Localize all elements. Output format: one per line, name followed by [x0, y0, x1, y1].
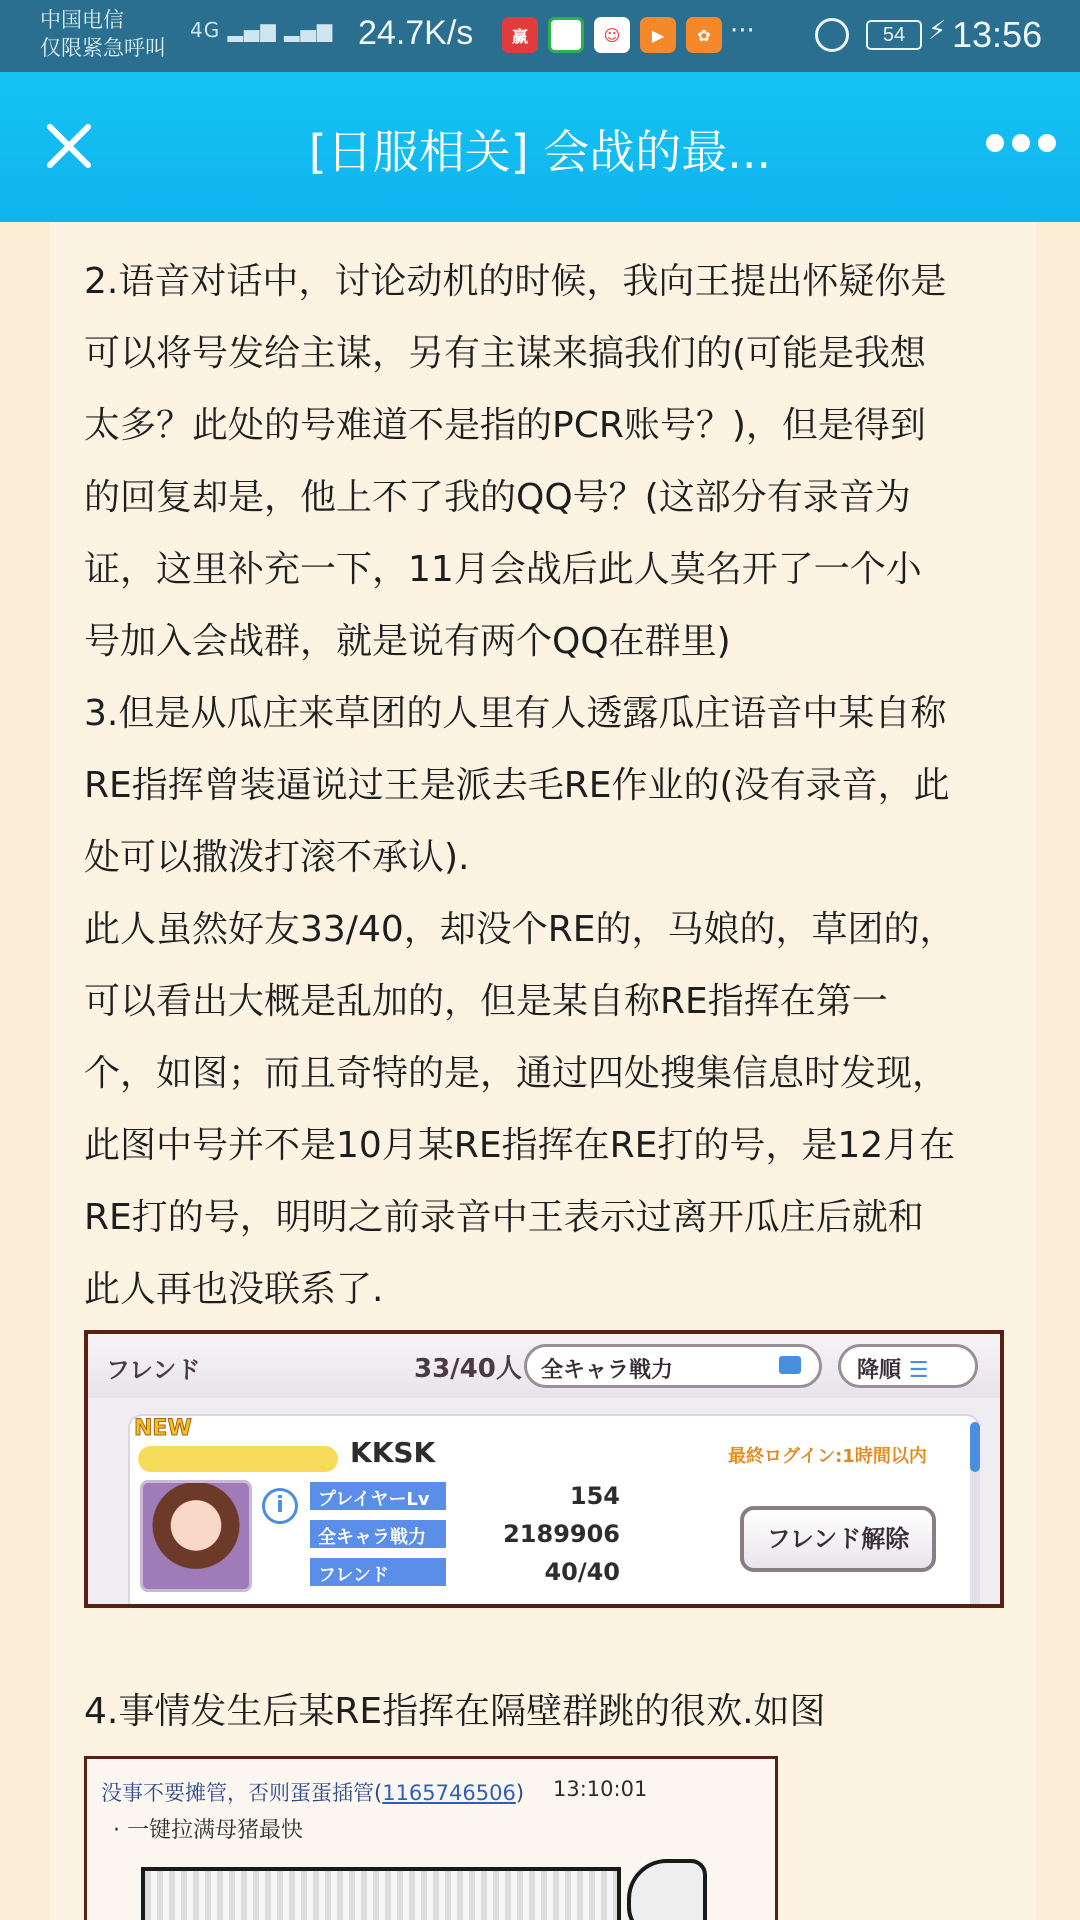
post-body — [84, 246, 1004, 1326]
friend-tab-title: フレンド — [106, 1356, 201, 1384]
more-dot-icon — [1012, 134, 1030, 152]
title-banner — [138, 1446, 338, 1472]
network-speed: 24.7K/s — [358, 14, 474, 52]
friend-list-screenshot[interactable] — [84, 1330, 1004, 1608]
app-notification-icon: ✿ — [686, 17, 722, 53]
battery-icon: 54 — [866, 20, 922, 50]
alarm-icon — [815, 18, 849, 52]
notification-icons — [502, 17, 722, 53]
sort-button — [838, 1344, 978, 1388]
paragraph: 4.事情发生后某RE指挥在隔壁群跳的很欢.如图 — [84, 1691, 826, 1732]
charging-icon: ⚡ — [928, 16, 947, 46]
filter-dropdown — [524, 1344, 822, 1388]
avatar — [140, 1480, 252, 1592]
app-notification-icon: ☺ — [594, 17, 630, 53]
signal-icon: 4G ▂▄▆ ▂▄▆ — [190, 18, 334, 42]
manga-image — [141, 1867, 621, 1920]
more-dot-icon — [986, 134, 1004, 152]
stat-value: 154 — [569, 1482, 620, 1510]
clock: 13:56 — [952, 14, 1043, 55]
app-notification-icon: 赢 — [502, 17, 538, 53]
scrollbar-thumb — [970, 1422, 980, 1472]
chat-sender — [101, 1777, 524, 1807]
info-icon: i — [262, 1488, 298, 1524]
stat-label: 全キャラ戦力 — [310, 1520, 446, 1548]
stat-row — [310, 1558, 620, 1588]
stat-label: フレンド — [310, 1558, 446, 1586]
manga-image — [627, 1859, 707, 1920]
sender-id: 1165746506 — [382, 1781, 516, 1805]
header-bar — [0, 72, 1080, 222]
paragraph: 2.语音对话中，讨论动机的时候，我向王提出怀疑你是 可以将号发给主谋，另有主谋来搞我们的(可能是我想 太多？此处的号难道不是指的PCR账号？)，但是得到 的回复却是，他上不了我的QQ号？(这部分有录音为 证，这里补充一下，11月会战后此人莫名开了一个小 号加入会战群，就是说有两个QQ在群里) — [84, 261, 947, 662]
app-notification-icon — [548, 17, 584, 53]
friend-release-button: フレンド解除 — [740, 1506, 936, 1572]
new-badge: NEW — [134, 1416, 192, 1441]
carrier-info — [40, 6, 166, 62]
stat-row — [310, 1520, 620, 1550]
stat-label: プレイヤーLv — [310, 1482, 446, 1510]
page-title: [日服相关] 会战的最... — [308, 125, 772, 179]
app-notification-icon: ▶ — [640, 17, 676, 53]
scrollbar — [970, 1422, 980, 1608]
more-menu-button[interactable] — [986, 134, 1056, 152]
chat-screenshot[interactable] — [84, 1756, 778, 1920]
stat-row — [310, 1482, 620, 1512]
stat-value: 40/40 — [544, 1558, 620, 1586]
carrier-name: 中国电信 — [40, 8, 124, 32]
more-notifications-icon: ··· — [730, 16, 755, 46]
chat-message: · 一键拉满母猪最快 — [113, 1818, 303, 1843]
sort-label: 降順 — [857, 1358, 902, 1383]
last-login: 最終ログイン:1時間以内 — [728, 1446, 927, 1467]
status-bar — [0, 0, 1080, 72]
carrier-status: 仅限紧急呼叫 — [40, 36, 166, 60]
close-icon[interactable] — [34, 112, 104, 182]
friend-name: KKSK — [350, 1436, 436, 1469]
sender-name: 没事不要摊管，否则蛋蛋插管( — [101, 1781, 383, 1805]
sort-icon: ☰ — [908, 1358, 929, 1383]
paragraph: 此人虽然好友33/40，却没个RE的，马娘的，草团的， 可以看出大概是乱加的，但是某自称RE指挥在第一 个，如图；而且奇特的是，通过四处搜集信息时发现， 此图中号并不是10月某RE指挥在RE打的号，是12月在 RE打的号，明明之前录音中王表示过离开瓜庄后就和 此人再也没联系了. — [84, 909, 956, 1310]
more-dot-icon — [1038, 134, 1056, 152]
sender-close: ) — [515, 1781, 525, 1805]
chat-time: 13:10:01 — [553, 1777, 648, 1801]
stat-value: 2189906 — [503, 1520, 620, 1548]
filter-icon — [779, 1356, 801, 1374]
filter-label: 全キャラ戦力 — [541, 1358, 674, 1383]
paragraph: 3.但是从瓜庄来草团的人里有人透露瓜庄语音中某自称 RE指挥曾装逼说过王是派去毛RE作业的(没有录音，此 处可以撒泼打滚不承认). — [84, 693, 950, 878]
friend-count: 33/40人 — [414, 1354, 522, 1384]
